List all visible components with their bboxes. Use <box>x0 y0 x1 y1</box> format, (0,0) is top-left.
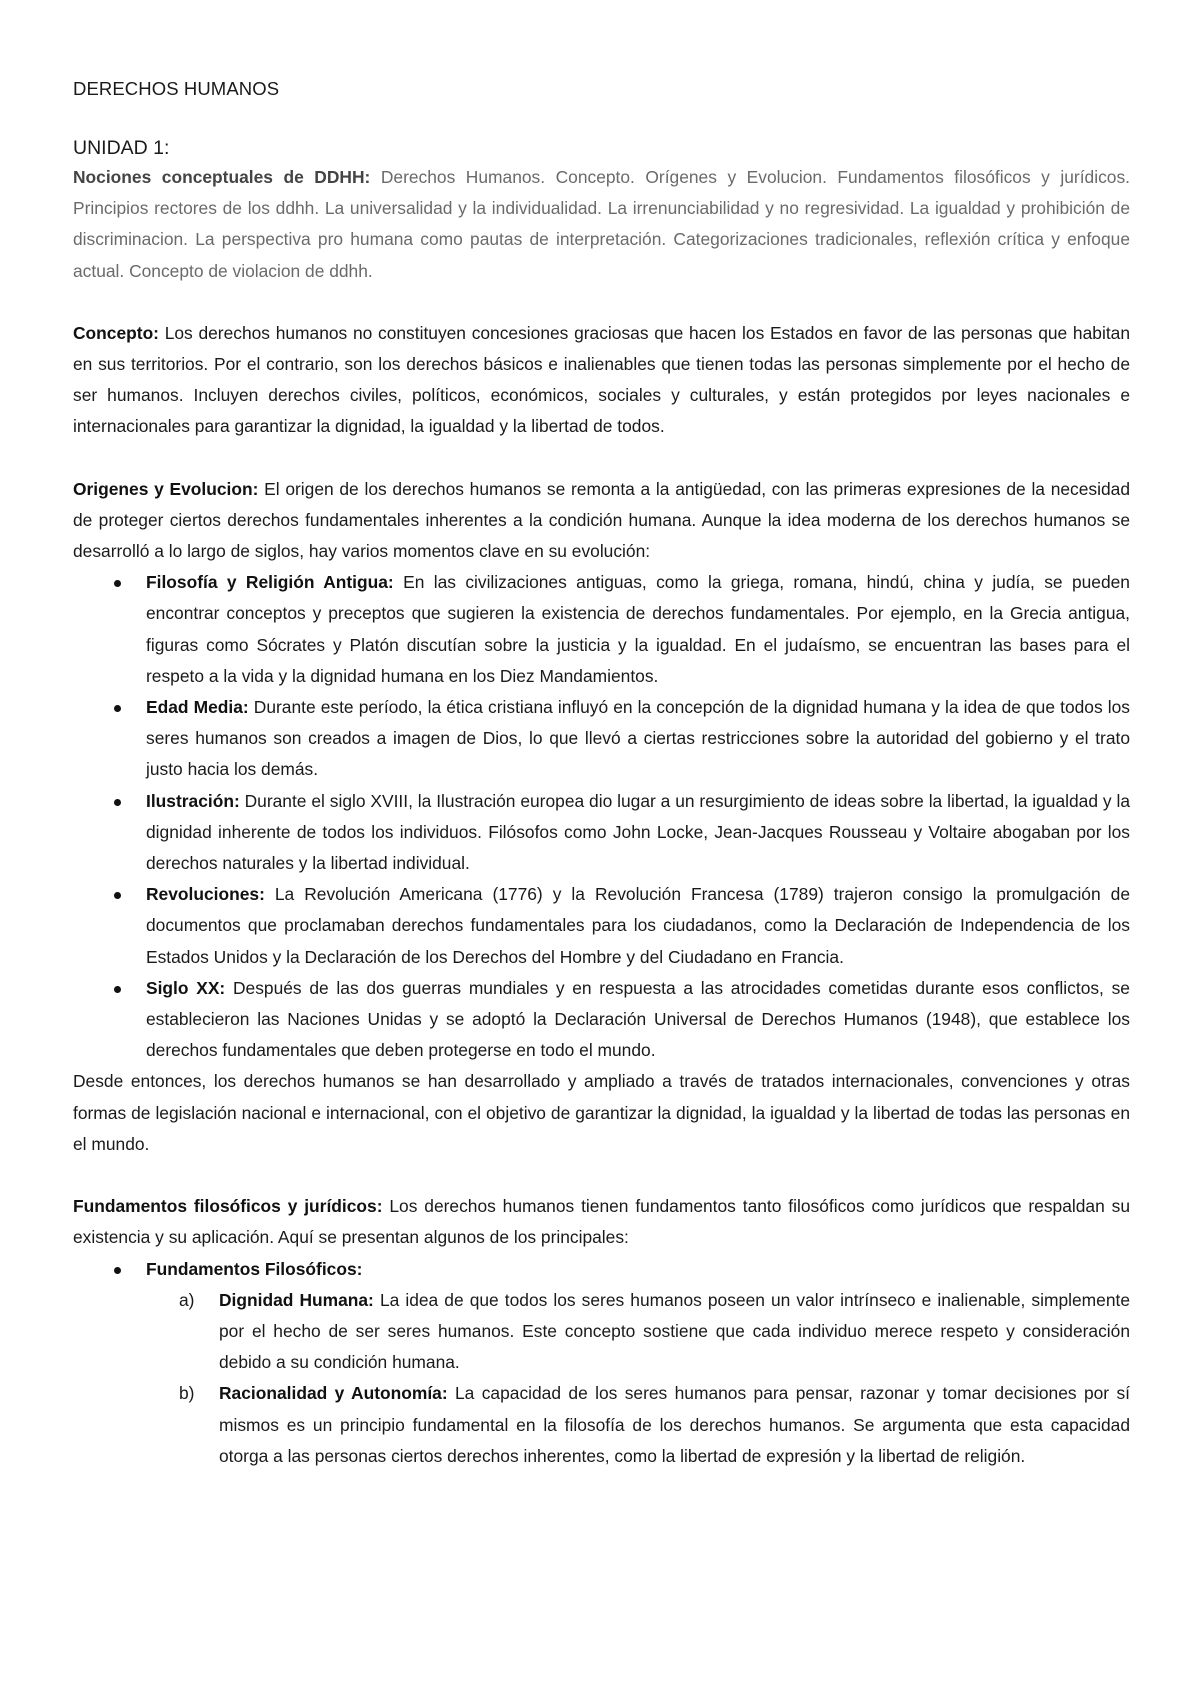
list-item-text: La Revolución Americana (1776) y la Revolución Francesa (1789) trajeron consigo la promulgación de documentos que proclamaban derechos fundamentales para los ciudadanos, como la Declaración de Independencia de los Estados Unidos y la Declaración de los Derechos del Hombre y del Ciudadano en Francia. <box>146 884 1130 967</box>
concepto-text: Los derechos humanos no constituyen concesiones graciosas que hacen los Estados en favor de las personas que habitan en sus territorios. Por el contrario, son los derechos básicos e inalienables que tienen todas las personas simplemente por el hecho de ser humanos. Incluyen derechos civiles, políticos, económicos, sociales y culturales, y están protegidos por leyes nacionales e internacionales para garantizar la dignidad, la igualdad y la libertad de todos. <box>73 322 1130 437</box>
fundamentos-text: Los derechos humanos tienen fundamentos tanto filosóficos como jurídicos que respaldan su existencia y su aplicación. Aquí se presentan algunos de los principales: <box>73 1196 1130 1248</box>
bullet-icon <box>114 1267 121 1274</box>
sublist-item-label: Racionalidad y Autonomía: <box>219 1383 448 1404</box>
nociones-heading: Nociones conceptuales de DDHH: <box>73 167 371 187</box>
fundamentos-heading: Fundamentos filosóficos y jurídicos: <box>73 1196 383 1217</box>
list-item-label: Ilustración: <box>146 790 240 811</box>
concepto-paragraph <box>73 318 1130 443</box>
origenes-text: El origen de los derechos humanos se remonta a la antigüedad, con las primeras expresiones de la necesidad de proteger ciertos derechos fundamentales inherentes a la condición humana. Aunque la idea moderna de los derechos humanos se desarrolló a lo largo de siglos, hay varios momentos clave en su evolución: <box>73 478 1130 562</box>
document-title: DERECHOS HUMANOS <box>73 78 280 99</box>
origenes-paragraph <box>73 474 1130 568</box>
sublist-marker: a) <box>179 1289 195 1310</box>
bullet-icon <box>114 705 121 712</box>
fundamentos-list <box>73 1254 1130 1285</box>
concepto-heading: Concepto: <box>73 322 159 343</box>
bullet-icon <box>114 799 121 806</box>
list-item-label: Edad Media: <box>146 697 249 718</box>
sublist-item <box>179 1285 1130 1379</box>
list-item-text: En las civilizaciones antiguas, como la griega, romana, hindú, china y judía, se pueden encontrar conceptos y preceptos que sugieren la existencia de derechos fundamentales. Por ejemplo, en la Grecia antigua, figuras como Sócrates y Platón discutían sobre la justicia y la igualdad. En el judaísmo, se encuentran las bases para el respeto a la vida y la dignidad humana en los Diez Mandamientos. <box>146 572 1130 686</box>
list-item-label: Revoluciones: <box>146 884 265 905</box>
origenes-list <box>73 567 1130 1066</box>
bullet-icon <box>114 580 121 587</box>
list-item <box>146 1254 1130 1285</box>
fundamentos-sublist <box>73 1285 1130 1472</box>
sublist-item-text: La capacidad de los seres humanos para pensar, razonar y tomar decisiones por sí mismos es un principio fundamental en la filosofía de los derechos humanos. Se argumenta que esta capacidad otorga a las personas ciertos derechos inherentes, como la libertad de expresión y la libertad de religión. <box>219 1383 1130 1466</box>
sublist-item <box>179 1378 1130 1472</box>
fundamentos-paragraph <box>73 1191 1130 1253</box>
bullet-icon <box>114 986 121 993</box>
nociones-paragraph <box>73 162 1130 287</box>
nociones-text: Derechos Humanos. Concepto. Orígenes y Evolucion. Fundamentos filosóficos y jurídicos. Principios rectores de los ddhh. La universalidad y la individualidad. La irrenunciabilidad y no regresividad. La igualdad y prohibición de discriminacion. La perspectiva pro humana como pautas de interpretación. Categorizaciones tradicionales, reflexión crítica y enfoque actual. Concepto de violacion de ddhh. <box>73 167 1130 281</box>
list-item-text: Después de las dos guerras mundiales y en respuesta a las atrocidades cometidas durante esos conflictos, se establecieron las Naciones Unidas y se adoptó la Declaración Universal de Derechos Humanos (1948), que establece los derechos fundamentales que deben protegerse en todo el mundo. <box>146 977 1130 1061</box>
list-item-label: Fundamentos Filosóficos: <box>146 1258 363 1279</box>
list-item-label: Siglo XX: <box>146 977 226 998</box>
sublist-item-text: La idea de que todos los seres humanos poseen un valor intrínseco e inalienable, simplemente por el hecho de ser seres humanos. Este concepto sostiene que cada individuo merece respeto y consideración debido a su condición humana. <box>219 1289 1130 1373</box>
bullet-icon <box>114 892 121 899</box>
origenes-closing: Desde entonces, los derechos humanos se han desarrollado y ampliado a través de tratados internacionales, convenciones y otras formas de legislación nacional e internacional, con el objetivo de garantizar la dignidad, la igualdad y la libertad de todas las personas en el mundo. <box>73 1071 1130 1154</box>
origenes-heading: Origenes y Evolucion: <box>73 478 259 499</box>
list-item <box>146 567 1130 692</box>
list-item <box>146 786 1130 880</box>
list-item-text: Durante este período, la ética cristiana influyó en la concepción de la dignidad humana y la idea de que todos los seres humanos son creados a imagen de Dios, lo que llevó a ciertas restricciones sobre la autoridad del gobierno y el trato justo hacia los demás. <box>146 697 1130 780</box>
unit-heading: UNIDAD 1: <box>73 137 170 159</box>
list-item <box>146 879 1130 973</box>
sublist-marker: b) <box>179 1383 195 1404</box>
list-item <box>146 973 1130 1067</box>
list-item <box>146 692 1130 786</box>
sublist-item-label: Dignidad Humana: <box>219 1289 374 1310</box>
list-item-text: Durante el siglo XVIII, la Ilustración europea dio lugar a un resurgimiento de ideas sobre la libertad, la igualdad y la dignidad inherente de todos los individuos. Filósofos como John Locke, Jean-Jacques Rousseau y Voltaire abogaban por los derechos naturales y la libertad individual. <box>146 790 1130 874</box>
list-item-label: Filosofía y Religión Antigua: <box>146 572 394 593</box>
